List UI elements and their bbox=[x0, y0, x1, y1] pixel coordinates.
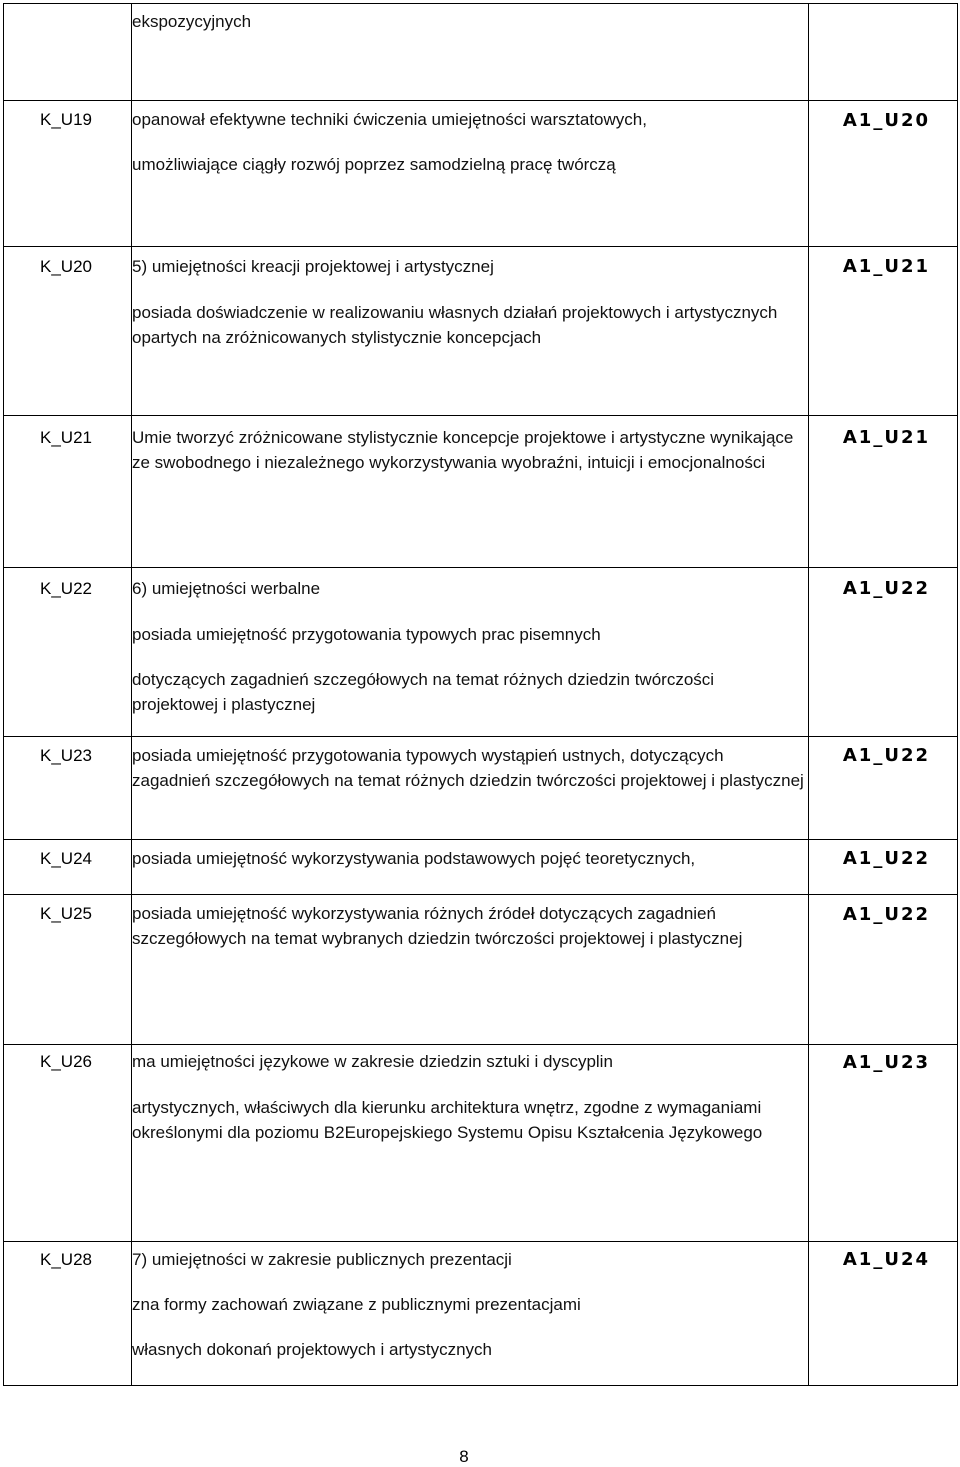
outcome-code: K_U26 bbox=[40, 1052, 92, 1071]
description-text: artystycznych, właściwych dla kierunku architektura wnętrz, zgodne z wymaganiami określonymi dla poziomu B2Europejskiego Systemu Opisu Kształcenia Językowego bbox=[132, 1098, 763, 1142]
table-row bbox=[4, 416, 958, 568]
page-number: 8 bbox=[459, 1447, 469, 1466]
description-text: posiada doświadczenie w realizowaniu własnych działań projektowych i artystycznych opartych na zróżnicowanych stylistycznie koncepcjach bbox=[132, 303, 778, 347]
reference-code: A1_U23 bbox=[842, 1052, 930, 1073]
reference-cell bbox=[809, 895, 958, 1045]
description-text: 7) umiejętności w zakresie publicznych prezentacji bbox=[132, 1250, 512, 1269]
description-cell bbox=[132, 1045, 809, 1242]
description-text: posiada umiejętność przygotowania typowych prac pisemnych bbox=[132, 625, 601, 644]
description-text: ma umiejętności językowe w zakresie dziedzin sztuki i dyscyplin bbox=[132, 1052, 613, 1071]
description-cell bbox=[132, 1242, 809, 1386]
code-cell bbox=[4, 101, 132, 247]
outcome-code: K_U20 bbox=[40, 257, 92, 276]
code-cell bbox=[4, 840, 132, 895]
code-cell bbox=[4, 416, 132, 568]
description-text: opanował efektywne techniki ćwiczenia umiejętności warsztatowych, bbox=[132, 110, 647, 129]
description-text: dotyczących zagadnień szczegółowych na temat różnych dziedzin twórczości projektowej i plastycznej bbox=[132, 670, 715, 714]
description-text: posiada umiejętność wykorzystywania różnych źródeł dotyczących zagadnień szczegółowych na temat wybranych dziedzin twórczości projektowej i plastycznej bbox=[132, 904, 743, 948]
reference-cell bbox=[809, 247, 958, 416]
reference-code: A1_U24 bbox=[842, 1249, 930, 1270]
table-row bbox=[4, 840, 958, 895]
outcome-code: K_U23 bbox=[40, 746, 92, 765]
description-cell bbox=[132, 416, 809, 568]
reference-cell bbox=[809, 101, 958, 247]
description-cell bbox=[132, 101, 809, 247]
outcome-code: K_U19 bbox=[40, 110, 92, 129]
code-cell bbox=[4, 568, 132, 737]
learning-outcomes-table bbox=[3, 3, 958, 1386]
reference-cell bbox=[809, 1242, 958, 1386]
outcome-code: K_U25 bbox=[40, 904, 92, 923]
reference-cell bbox=[809, 1045, 958, 1242]
outcome-code: K_U24 bbox=[40, 849, 92, 868]
description-text: 5) umiejętności kreacji projektowej i artystycznej bbox=[132, 257, 494, 276]
table-row bbox=[4, 1242, 958, 1386]
reference-cell bbox=[809, 416, 958, 568]
code-cell bbox=[4, 1242, 132, 1386]
reference-code: A1_U20 bbox=[842, 110, 930, 131]
outcome-code: K_U22 bbox=[40, 579, 92, 598]
description-cell bbox=[132, 737, 809, 840]
description-text: posiada umiejętność wykorzystywania podstawowych pojęć teoretycznych, bbox=[132, 849, 696, 868]
table-row bbox=[4, 568, 958, 737]
reference-code: A1_U22 bbox=[842, 578, 930, 599]
table-row bbox=[4, 101, 958, 247]
description-text: ekspozycyjnych bbox=[132, 12, 252, 31]
reference-code: A1_U22 bbox=[842, 848, 930, 869]
code-cell bbox=[4, 247, 132, 416]
reference-code: A1_U22 bbox=[842, 904, 930, 925]
description-text: zna formy zachowań związane z publicznymi prezentacjami bbox=[132, 1295, 581, 1314]
description-text: własnych dokonań projektowych i artystycznych bbox=[132, 1340, 492, 1359]
code-cell bbox=[4, 4, 132, 101]
code-cell bbox=[4, 1045, 132, 1242]
reference-cell bbox=[809, 737, 958, 840]
code-cell bbox=[4, 895, 132, 1045]
reference-cell bbox=[809, 840, 958, 895]
table-row bbox=[4, 247, 958, 416]
table-row bbox=[4, 737, 958, 840]
description-cell bbox=[132, 840, 809, 895]
outcome-code: K_U28 bbox=[40, 1250, 92, 1269]
table-row bbox=[4, 895, 958, 1045]
description-text: umożliwiające ciągły rozwój poprzez samodzielną pracę twórczą bbox=[132, 155, 616, 174]
description-cell bbox=[132, 4, 809, 101]
reference-code: A1_U21 bbox=[842, 256, 930, 277]
reference-code: A1_U21 bbox=[842, 427, 930, 448]
reference-code: A1_U22 bbox=[842, 745, 930, 766]
description-cell bbox=[132, 568, 809, 737]
reference-cell bbox=[809, 4, 958, 101]
code-cell bbox=[4, 737, 132, 840]
description-cell bbox=[132, 247, 809, 416]
description-text: 6) umiejętności werbalne bbox=[132, 579, 321, 598]
outcome-code: K_U21 bbox=[40, 428, 92, 447]
table-row bbox=[4, 1045, 958, 1242]
description-text: Umie tworzyć zróżnicowane stylistycznie koncepcje projektowe i artystyczne wynikające ze swobodnego i niezależnego wykorzystywania wyobraźni, intuicji i emocjonalności bbox=[132, 428, 794, 472]
table-row bbox=[4, 4, 958, 101]
description-text: posiada umiejętność przygotowania typowych wystąpień ustnych, dotyczących zagadnień szczegółowych na temat różnych dziedzin twórczości projektowej i plastycznej bbox=[132, 746, 804, 790]
reference-cell bbox=[809, 568, 958, 737]
description-cell bbox=[132, 895, 809, 1045]
